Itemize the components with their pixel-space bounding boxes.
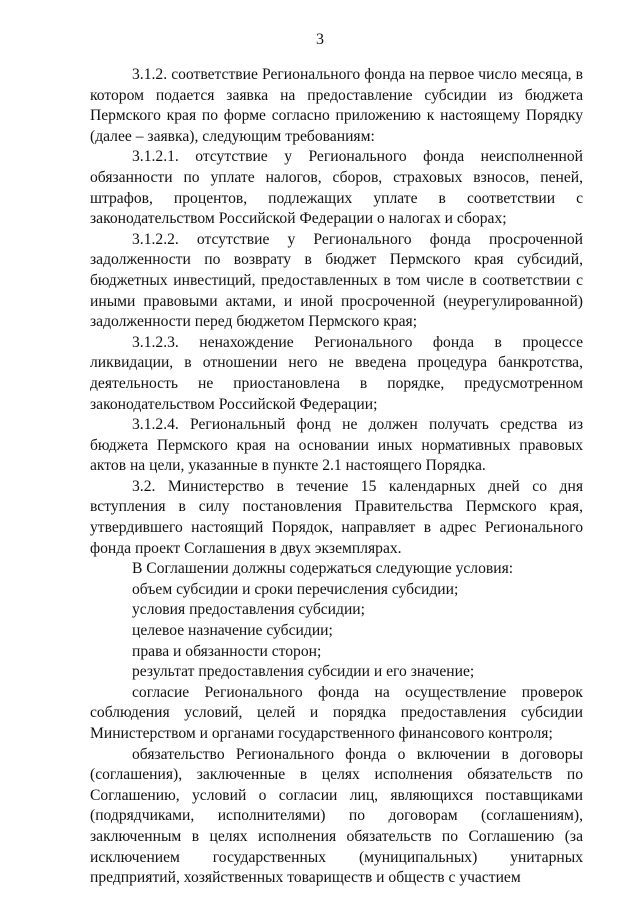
paragraph-3-1-2-3: 3.1.2.3. ненахождение Регионального фонда в процессе ликвидации, в отношении него не введена процедура банкротства, деятельность не приостановлена в порядке, предусмотренном законодательством Российской Федерации; xyxy=(90,333,583,413)
paragraph-conditions-intro: В Соглашении должны содержаться следующие условия: xyxy=(132,560,514,578)
paragraph-3-1-2-1: 3.1.2.1. отсутствие у Регионального фонда неисполненной обязанности по уплате налогов, сборов, страховых взносов, пеней, штрафов, процентов, подлежащих уплате в соответствии с законодательством Российской Федерации о налогах и сборах; xyxy=(90,148,583,228)
condition-item: согласие Регионального фонда на осуществление проверок соблюдения условий, целей и порядка предоставления субсидии Министерством и органами государственного финансового контроля; xyxy=(90,683,583,742)
paragraph-3-1-2: 3.1.2. соответствие Регионального фонда на первое число месяца, в котором подается заявка на предоставление субсидии из бюджета Пермского края по форме согласно приложению к настоящему Порядку (далее – заявка), следующим требованиям: xyxy=(90,66,583,145)
condition-item: результат предоставления субсидии и его значение; xyxy=(132,663,475,681)
paragraph-3-1-2-2: 3.1.2.2. отсутствие у Регионального фонда просроченной задолженности по возврату в бюджет Пермского края субсидий, бюджетных инвестиций, предоставленных в том числе в соответствии с иными правовыми актами, и иной просроченной (неурегулированной) задолженности перед бюджетом Пермского края; xyxy=(90,230,583,331)
condition-item: условия предоставления субсидии; xyxy=(132,601,365,619)
condition-item: обязательство Регионального фонда о включении в договоры (соглашения), заключенные в целях исполнения обязательств по Соглашению, условий о согласии лиц, являющихся поставщиками (подрядчиками, исполнителями) по договорам (соглашениям), заключенным в целях исполнения обязательств по Соглашению (за исключением государственных (муниципальных) унитарных предприятий, хозяйственных товариществ и обществ с участием xyxy=(90,745,583,887)
paragraph-3-1-2-4: 3.1.2.4. Региональный фонд не должен получать средства из бюджета Пермского края на основании иных нормативных правовых актов на цели, указанные в пункте 2.1 настоящего Порядка. xyxy=(90,416,583,475)
paragraph-3-2: 3.2. Министерство в течение 15 календарных дней со дня вступления в силу постановления Правительства Пермского края, утвердившего настоящий Порядок, направляет в адрес Регионального фонда проект Соглашения в двух экземплярах. xyxy=(90,477,583,557)
condition-item: объем субсидии и сроки перечисления субсидии; xyxy=(132,580,459,598)
document-body xyxy=(90,65,583,889)
condition-item: права и обязанности сторон; xyxy=(132,642,322,660)
page-number: 3 xyxy=(316,31,324,48)
condition-item: целевое назначение субсидии; xyxy=(132,622,333,640)
